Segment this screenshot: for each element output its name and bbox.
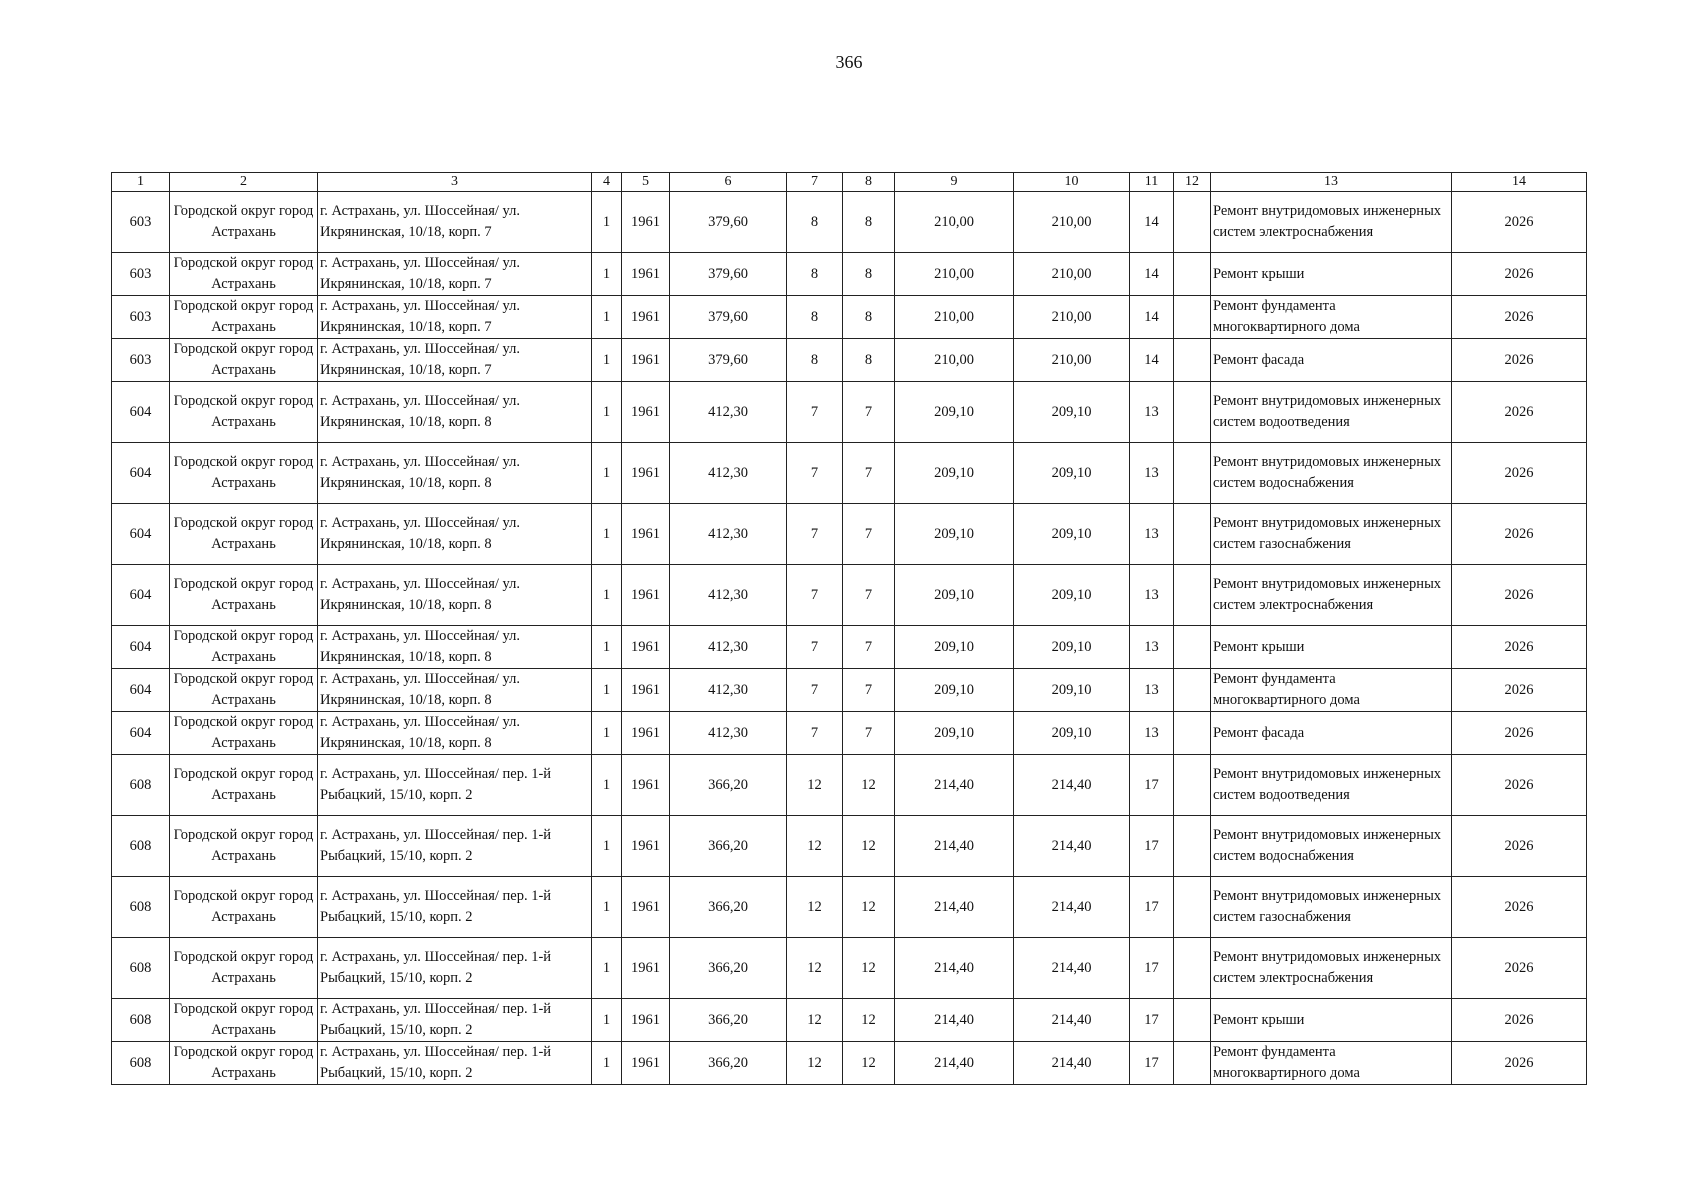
col10-cell: 209,10 (1014, 565, 1130, 626)
object-number-cell: 603 (112, 192, 170, 253)
address-cell: г. Астрахань, ул. Шоссейная/ пер. 1-й Рыбацкий, 15/10, корп. 2 (318, 877, 592, 938)
table-row (112, 339, 1587, 382)
col12-cell (1174, 999, 1211, 1042)
municipality-cell: Городской округ город Астрахань (170, 296, 318, 339)
column-header-12: 12 (1174, 173, 1211, 192)
repair-year-cell: 2026 (1452, 669, 1587, 712)
object-number-cell: 604 (112, 712, 170, 755)
work-type-cell: Ремонт крыши (1211, 626, 1452, 669)
repair-year-cell: 2026 (1452, 999, 1587, 1042)
repair-schedule-table (111, 172, 1587, 1085)
col4-cell: 1 (592, 339, 622, 382)
address-cell: г. Астрахань, ул. Шоссейная/ пер. 1-й Рыбацкий, 15/10, корп. 2 (318, 755, 592, 816)
col9-cell: 214,40 (895, 999, 1014, 1042)
col11-cell: 13 (1130, 712, 1174, 755)
repair-year-cell: 2026 (1452, 1042, 1587, 1085)
area-cell: 379,60 (670, 253, 787, 296)
col10-cell: 214,40 (1014, 999, 1130, 1042)
table-row (112, 669, 1587, 712)
table-row (112, 296, 1587, 339)
year-cell: 1961 (622, 755, 670, 816)
page-number: 366 (835, 52, 863, 72)
col4-cell: 1 (592, 253, 622, 296)
col7-cell: 12 (787, 999, 843, 1042)
work-type-cell: Ремонт внутридомовых инженерных систем водоснабжения (1211, 816, 1452, 877)
work-type-cell: Ремонт фасада (1211, 712, 1452, 755)
address-cell: г. Астрахань, ул. Шоссейная/ ул. Икрянинская, 10/18, корп. 7 (318, 192, 592, 253)
col4-cell: 1 (592, 669, 622, 712)
col9-cell: 209,10 (895, 504, 1014, 565)
col9-cell: 209,10 (895, 443, 1014, 504)
year-cell: 1961 (622, 296, 670, 339)
col4-cell: 1 (592, 296, 622, 339)
col12-cell (1174, 192, 1211, 253)
address-cell: г. Астрахань, ул. Шоссейная/ ул. Икрянинская, 10/18, корп. 8 (318, 712, 592, 755)
work-type-cell: Ремонт внутридомовых инженерных систем водоотведения (1211, 755, 1452, 816)
col11-cell: 17 (1130, 877, 1174, 938)
table-row (112, 938, 1587, 999)
col12-cell (1174, 755, 1211, 816)
col11-cell: 17 (1130, 938, 1174, 999)
col10-cell: 214,40 (1014, 877, 1130, 938)
municipality-cell: Городской округ город Астрахань (170, 382, 318, 443)
col12-cell (1174, 712, 1211, 755)
col12-cell (1174, 339, 1211, 382)
column-header-14: 14 (1452, 173, 1587, 192)
col9-cell: 214,40 (895, 755, 1014, 816)
col4-cell: 1 (592, 938, 622, 999)
work-type-cell: Ремонт внутридомовых инженерных систем газоснабжения (1211, 504, 1452, 565)
col9-cell: 209,10 (895, 626, 1014, 669)
municipality-cell: Городской округ город Астрахань (170, 253, 318, 296)
repair-year-cell: 2026 (1452, 877, 1587, 938)
col8-cell: 7 (843, 504, 895, 565)
column-header-8: 8 (843, 173, 895, 192)
object-number-cell: 608 (112, 755, 170, 816)
area-cell: 412,30 (670, 504, 787, 565)
object-number-cell: 608 (112, 1042, 170, 1085)
year-cell: 1961 (622, 382, 670, 443)
address-cell: г. Астрахань, ул. Шоссейная/ ул. Икрянинская, 10/18, корп. 7 (318, 253, 592, 296)
municipality-cell: Городской округ город Астрахань (170, 565, 318, 626)
col7-cell: 8 (787, 339, 843, 382)
col9-cell: 209,10 (895, 382, 1014, 443)
address-cell: г. Астрахань, ул. Шоссейная/ пер. 1-й Рыбацкий, 15/10, корп. 2 (318, 938, 592, 999)
col9-cell: 214,40 (895, 1042, 1014, 1085)
col9-cell: 210,00 (895, 192, 1014, 253)
col4-cell: 1 (592, 816, 622, 877)
repair-year-cell: 2026 (1452, 339, 1587, 382)
col11-cell: 14 (1130, 339, 1174, 382)
col12-cell (1174, 626, 1211, 669)
year-cell: 1961 (622, 669, 670, 712)
col4-cell: 1 (592, 877, 622, 938)
col8-cell: 12 (843, 999, 895, 1042)
municipality-cell: Городской округ город Астрахань (170, 504, 318, 565)
col7-cell: 7 (787, 626, 843, 669)
col4-cell: 1 (592, 192, 622, 253)
area-cell: 379,60 (670, 296, 787, 339)
municipality-cell: Городской округ город Астрахань (170, 938, 318, 999)
object-number-cell: 604 (112, 565, 170, 626)
col11-cell: 17 (1130, 1042, 1174, 1085)
municipality-cell: Городской округ город Астрахань (170, 192, 318, 253)
municipality-cell: Городской округ город Астрахань (170, 1042, 318, 1085)
col9-cell: 210,00 (895, 296, 1014, 339)
col10-cell: 214,40 (1014, 816, 1130, 877)
table-row (112, 626, 1587, 669)
col11-cell: 17 (1130, 999, 1174, 1042)
col12-cell (1174, 877, 1211, 938)
col8-cell: 8 (843, 192, 895, 253)
municipality-cell: Городской округ город Астрахань (170, 755, 318, 816)
col12-cell (1174, 504, 1211, 565)
repair-year-cell: 2026 (1452, 626, 1587, 669)
year-cell: 1961 (622, 565, 670, 626)
work-type-cell: Ремонт крыши (1211, 253, 1452, 296)
table-row (112, 382, 1587, 443)
year-cell: 1961 (622, 253, 670, 296)
col10-cell: 214,40 (1014, 938, 1130, 999)
col8-cell: 7 (843, 626, 895, 669)
col10-cell: 210,00 (1014, 192, 1130, 253)
object-number-cell: 603 (112, 296, 170, 339)
table-row (112, 443, 1587, 504)
column-header-13: 13 (1211, 173, 1452, 192)
col8-cell: 12 (843, 1042, 895, 1085)
work-type-cell: Ремонт внутридомовых инженерных систем электроснабжения (1211, 192, 1452, 253)
col7-cell: 8 (787, 296, 843, 339)
work-type-cell: Ремонт внутридомовых инженерных систем электроснабжения (1211, 938, 1452, 999)
col12-cell (1174, 296, 1211, 339)
col11-cell: 13 (1130, 382, 1174, 443)
area-cell: 412,30 (670, 669, 787, 712)
address-cell: г. Астрахань, ул. Шоссейная/ пер. 1-й Рыбацкий, 15/10, корп. 2 (318, 816, 592, 877)
table-row (112, 999, 1587, 1042)
column-header-10: 10 (1014, 173, 1130, 192)
table-row (112, 565, 1587, 626)
year-cell: 1961 (622, 339, 670, 382)
repair-year-cell: 2026 (1452, 712, 1587, 755)
col9-cell: 214,40 (895, 816, 1014, 877)
col10-cell: 210,00 (1014, 296, 1130, 339)
col12-cell (1174, 382, 1211, 443)
col8-cell: 8 (843, 253, 895, 296)
table-body (112, 192, 1587, 1085)
col11-cell: 13 (1130, 626, 1174, 669)
col4-cell: 1 (592, 755, 622, 816)
area-cell: 412,30 (670, 626, 787, 669)
repair-year-cell: 2026 (1452, 816, 1587, 877)
col8-cell: 12 (843, 816, 895, 877)
address-cell: г. Астрахань, ул. Шоссейная/ ул. Икрянинская, 10/18, корп. 8 (318, 443, 592, 504)
area-cell: 412,30 (670, 382, 787, 443)
col10-cell: 209,10 (1014, 626, 1130, 669)
work-type-cell: Ремонт внутридомовых инженерных систем электроснабжения (1211, 565, 1452, 626)
address-cell: г. Астрахань, ул. Шоссейная/ ул. Икрянинская, 10/18, корп. 8 (318, 626, 592, 669)
col4-cell: 1 (592, 382, 622, 443)
address-cell: г. Астрахань, ул. Шоссейная/ ул. Икрянинская, 10/18, корп. 7 (318, 339, 592, 382)
col10-cell: 214,40 (1014, 755, 1130, 816)
year-cell: 1961 (622, 712, 670, 755)
object-number-cell: 604 (112, 382, 170, 443)
address-cell: г. Астрахань, ул. Шоссейная/ ул. Икрянинская, 10/18, корп. 8 (318, 669, 592, 712)
col10-cell: 210,00 (1014, 253, 1130, 296)
col7-cell: 7 (787, 669, 843, 712)
object-number-cell: 604 (112, 669, 170, 712)
col7-cell: 12 (787, 877, 843, 938)
address-cell: г. Астрахань, ул. Шоссейная/ ул. Икрянинская, 10/18, корп. 8 (318, 382, 592, 443)
col4-cell: 1 (592, 565, 622, 626)
column-header-4: 4 (592, 173, 622, 192)
column-header-5: 5 (622, 173, 670, 192)
col12-cell (1174, 253, 1211, 296)
area-cell: 366,20 (670, 938, 787, 999)
work-type-cell: Ремонт крыши (1211, 999, 1452, 1042)
address-cell: г. Астрахань, ул. Шоссейная/ пер. 1-й Рыбацкий, 15/10, корп. 2 (318, 1042, 592, 1085)
work-type-cell: Ремонт внутридомовых инженерных систем водоотведения (1211, 382, 1452, 443)
col7-cell: 7 (787, 712, 843, 755)
header-row (112, 173, 1587, 192)
col10-cell: 209,10 (1014, 504, 1130, 565)
area-cell: 366,20 (670, 877, 787, 938)
object-number-cell: 604 (112, 443, 170, 504)
table-row (112, 755, 1587, 816)
object-number-cell: 603 (112, 339, 170, 382)
address-cell: г. Астрахань, ул. Шоссейная/ ул. Икрянинская, 10/18, корп. 8 (318, 504, 592, 565)
col11-cell: 14 (1130, 253, 1174, 296)
col8-cell: 7 (843, 382, 895, 443)
municipality-cell: Городской округ город Астрахань (170, 816, 318, 877)
object-number-cell: 604 (112, 626, 170, 669)
col12-cell (1174, 1042, 1211, 1085)
col9-cell: 210,00 (895, 253, 1014, 296)
col9-cell: 209,10 (895, 565, 1014, 626)
col10-cell: 214,40 (1014, 1042, 1130, 1085)
col12-cell (1174, 565, 1211, 626)
work-type-cell: Ремонт фундамента многоквартирного дома (1211, 1042, 1452, 1085)
col4-cell: 1 (592, 504, 622, 565)
col7-cell: 8 (787, 253, 843, 296)
col11-cell: 13 (1130, 443, 1174, 504)
year-cell: 1961 (622, 504, 670, 565)
col11-cell: 17 (1130, 755, 1174, 816)
col12-cell (1174, 669, 1211, 712)
object-number-cell: 608 (112, 877, 170, 938)
year-cell: 1961 (622, 938, 670, 999)
work-type-cell: Ремонт фасада (1211, 339, 1452, 382)
area-cell: 366,20 (670, 816, 787, 877)
col11-cell: 14 (1130, 192, 1174, 253)
col11-cell: 14 (1130, 296, 1174, 339)
repair-year-cell: 2026 (1452, 253, 1587, 296)
col8-cell: 8 (843, 296, 895, 339)
object-number-cell: 608 (112, 938, 170, 999)
col8-cell: 12 (843, 938, 895, 999)
col11-cell: 13 (1130, 669, 1174, 712)
address-cell: г. Астрахань, ул. Шоссейная/ ул. Икрянинская, 10/18, корп. 7 (318, 296, 592, 339)
object-number-cell: 604 (112, 504, 170, 565)
col7-cell: 7 (787, 382, 843, 443)
work-type-cell: Ремонт внутридомовых инженерных систем газоснабжения (1211, 877, 1452, 938)
col9-cell: 210,00 (895, 339, 1014, 382)
municipality-cell: Городской округ город Астрахань (170, 712, 318, 755)
area-cell: 412,30 (670, 712, 787, 755)
table-row (112, 253, 1587, 296)
municipality-cell: Городской округ город Астрахань (170, 999, 318, 1042)
year-cell: 1961 (622, 999, 670, 1042)
column-header-2: 2 (170, 173, 318, 192)
municipality-cell: Городской округ город Астрахань (170, 626, 318, 669)
col4-cell: 1 (592, 712, 622, 755)
address-cell: г. Астрахань, ул. Шоссейная/ пер. 1-й Рыбацкий, 15/10, корп. 2 (318, 999, 592, 1042)
area-cell: 379,60 (670, 192, 787, 253)
col7-cell: 7 (787, 443, 843, 504)
col9-cell: 209,10 (895, 712, 1014, 755)
column-header-1: 1 (112, 173, 170, 192)
col4-cell: 1 (592, 443, 622, 504)
col8-cell: 12 (843, 877, 895, 938)
col4-cell: 1 (592, 1042, 622, 1085)
col10-cell: 209,10 (1014, 669, 1130, 712)
repair-year-cell: 2026 (1452, 938, 1587, 999)
work-type-cell: Ремонт фундамента многоквартирного дома (1211, 296, 1452, 339)
col7-cell: 12 (787, 938, 843, 999)
col12-cell (1174, 938, 1211, 999)
table-row (112, 192, 1587, 253)
col8-cell: 7 (843, 712, 895, 755)
col8-cell: 7 (843, 565, 895, 626)
col4-cell: 1 (592, 626, 622, 669)
col7-cell: 7 (787, 504, 843, 565)
work-type-cell: Ремонт внутридомовых инженерных систем водоснабжения (1211, 443, 1452, 504)
col8-cell: 7 (843, 443, 895, 504)
col7-cell: 7 (787, 565, 843, 626)
col8-cell: 7 (843, 669, 895, 712)
repair-year-cell: 2026 (1452, 443, 1587, 504)
work-type-cell: Ремонт фундамента многоквартирного дома (1211, 669, 1452, 712)
table-row (112, 1042, 1587, 1085)
repair-year-cell: 2026 (1452, 504, 1587, 565)
column-header-11: 11 (1130, 173, 1174, 192)
repair-year-cell: 2026 (1452, 192, 1587, 253)
municipality-cell: Городской округ город Астрахань (170, 877, 318, 938)
repair-year-cell: 2026 (1452, 382, 1587, 443)
repair-year-cell: 2026 (1452, 565, 1587, 626)
col10-cell: 210,00 (1014, 339, 1130, 382)
column-header-7: 7 (787, 173, 843, 192)
column-header-3: 3 (318, 173, 592, 192)
col9-cell: 209,10 (895, 669, 1014, 712)
col11-cell: 13 (1130, 565, 1174, 626)
col12-cell (1174, 816, 1211, 877)
col4-cell: 1 (592, 999, 622, 1042)
object-number-cell: 608 (112, 816, 170, 877)
col7-cell: 12 (787, 755, 843, 816)
col12-cell (1174, 443, 1211, 504)
year-cell: 1961 (622, 816, 670, 877)
column-header-9: 9 (895, 173, 1014, 192)
repair-year-cell: 2026 (1452, 755, 1587, 816)
area-cell: 412,30 (670, 443, 787, 504)
col7-cell: 8 (787, 192, 843, 253)
table-row (112, 504, 1587, 565)
column-header-6: 6 (670, 173, 787, 192)
year-cell: 1961 (622, 443, 670, 504)
area-cell: 366,20 (670, 1042, 787, 1085)
area-cell: 379,60 (670, 339, 787, 382)
object-number-cell: 608 (112, 999, 170, 1042)
area-cell: 366,20 (670, 755, 787, 816)
area-cell: 412,30 (670, 565, 787, 626)
municipality-cell: Городской округ город Астрахань (170, 339, 318, 382)
table-row (112, 816, 1587, 877)
col9-cell: 214,40 (895, 877, 1014, 938)
year-cell: 1961 (622, 192, 670, 253)
area-cell: 366,20 (670, 999, 787, 1042)
col7-cell: 12 (787, 1042, 843, 1085)
col11-cell: 13 (1130, 504, 1174, 565)
address-cell: г. Астрахань, ул. Шоссейная/ ул. Икрянинская, 10/18, корп. 8 (318, 565, 592, 626)
repair-year-cell: 2026 (1452, 296, 1587, 339)
col7-cell: 12 (787, 816, 843, 877)
municipality-cell: Городской округ город Астрахань (170, 443, 318, 504)
col10-cell: 209,10 (1014, 382, 1130, 443)
col11-cell: 17 (1130, 816, 1174, 877)
year-cell: 1961 (622, 877, 670, 938)
col9-cell: 214,40 (895, 938, 1014, 999)
year-cell: 1961 (622, 626, 670, 669)
table-row (112, 877, 1587, 938)
col10-cell: 209,10 (1014, 712, 1130, 755)
col8-cell: 12 (843, 755, 895, 816)
year-cell: 1961 (622, 1042, 670, 1085)
col8-cell: 8 (843, 339, 895, 382)
table-row (112, 712, 1587, 755)
object-number-cell: 603 (112, 253, 170, 296)
col10-cell: 209,10 (1014, 443, 1130, 504)
municipality-cell: Городской округ город Астрахань (170, 669, 318, 712)
